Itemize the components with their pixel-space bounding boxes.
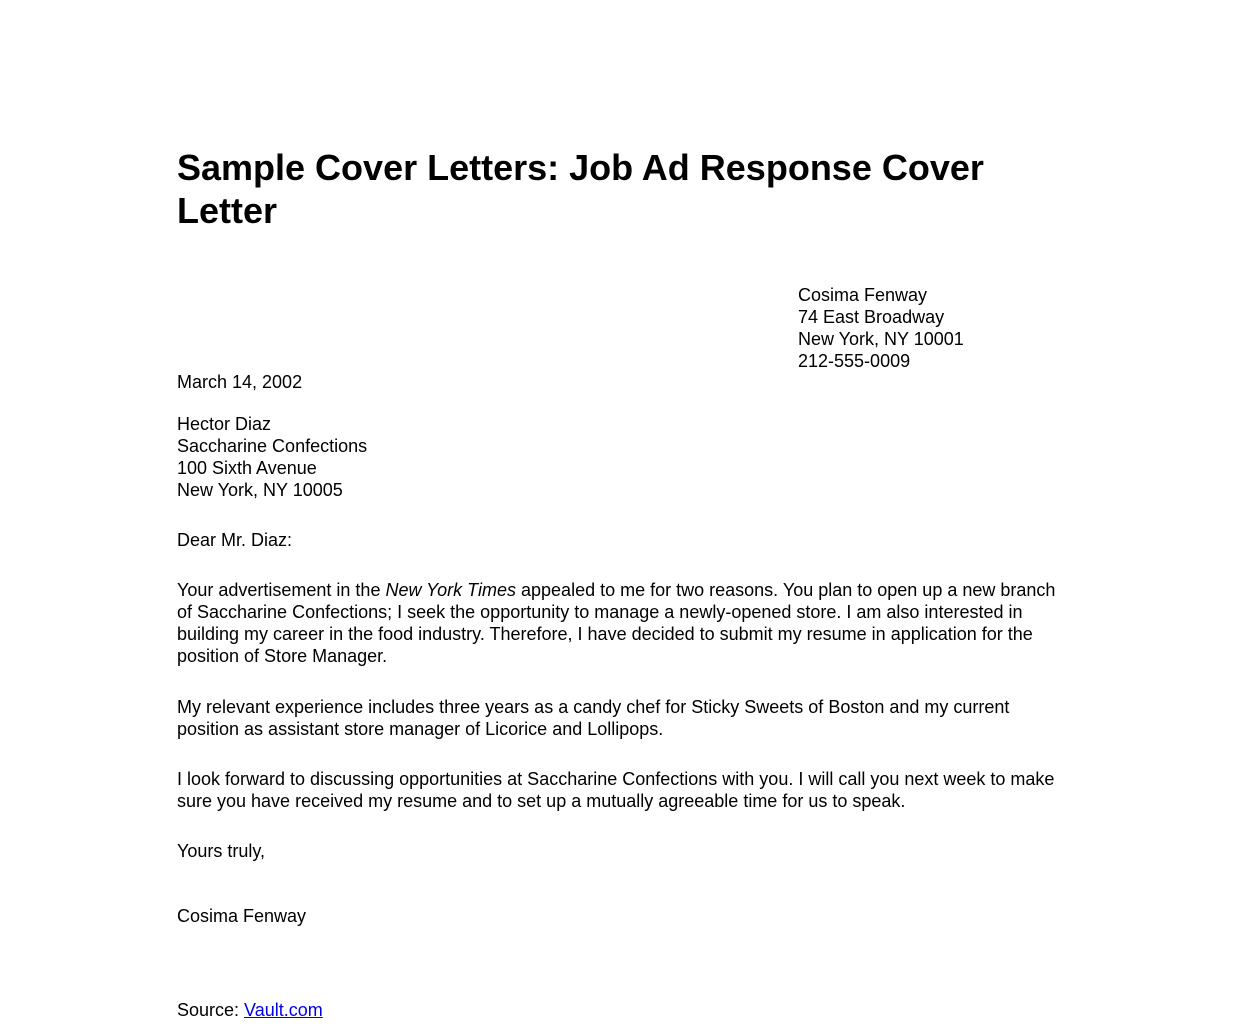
- salutation: Dear Mr. Diaz:: [177, 530, 293, 550]
- body-paragraph-3: I look forward to discussing opportunities at Saccharine Confections with you. I will call you next week to make sure you have received my resume and to set up a mutually agreeable time for us to speak.: [177, 769, 1055, 811]
- closing: Yours truly,: [177, 841, 266, 861]
- source-link[interactable]: Vault.com: [244, 1000, 323, 1020]
- recipient-company: Saccharine Confections: [177, 436, 368, 456]
- newspaper-name: New York Times: [385, 580, 517, 600]
- sender-city: New York, NY 10001: [798, 329, 964, 349]
- sender-address-block: [798, 284, 964, 372]
- letter-date: March 14, 2002: [177, 372, 303, 392]
- body-paragraph-2: My relevant experience includes three years as a candy chef for Sticky Sweets of Boston and my current position as assistant store manager of Licorice and Lollipops.: [177, 697, 1010, 739]
- sender-name: Cosima Fenway: [798, 285, 928, 305]
- sender-phone: 212-555-0009: [798, 351, 911, 371]
- paragraph-1-rest: appealed to me for two reasons. You plan to open up a new branch of Saccharine Confections; I seek the opportunity to manage a newly-opened store. I am also interested in building my career in the food industry. Therefore, I have decided to submit my resume in application for the position of Store Manager.: [177, 580, 1056, 666]
- recipient-address-block: [177, 413, 367, 501]
- body-paragraph-1: [177, 579, 1057, 667]
- source-line: [177, 999, 323, 1021]
- signature-name: Cosima Fenway: [177, 906, 307, 926]
- document-title: Sample Cover Letters: Job Ad Response Cover Letter: [177, 147, 984, 231]
- paragraph-1-intro: Your advertisement in the: [177, 580, 386, 600]
- recipient-name: Hector Diaz: [177, 414, 272, 434]
- source-label: Source:: [177, 1000, 245, 1020]
- sender-street: 74 East Broadway: [798, 307, 945, 327]
- recipient-city: New York, NY 10005: [177, 480, 343, 500]
- recipient-street: 100 Sixth Avenue: [177, 458, 317, 478]
